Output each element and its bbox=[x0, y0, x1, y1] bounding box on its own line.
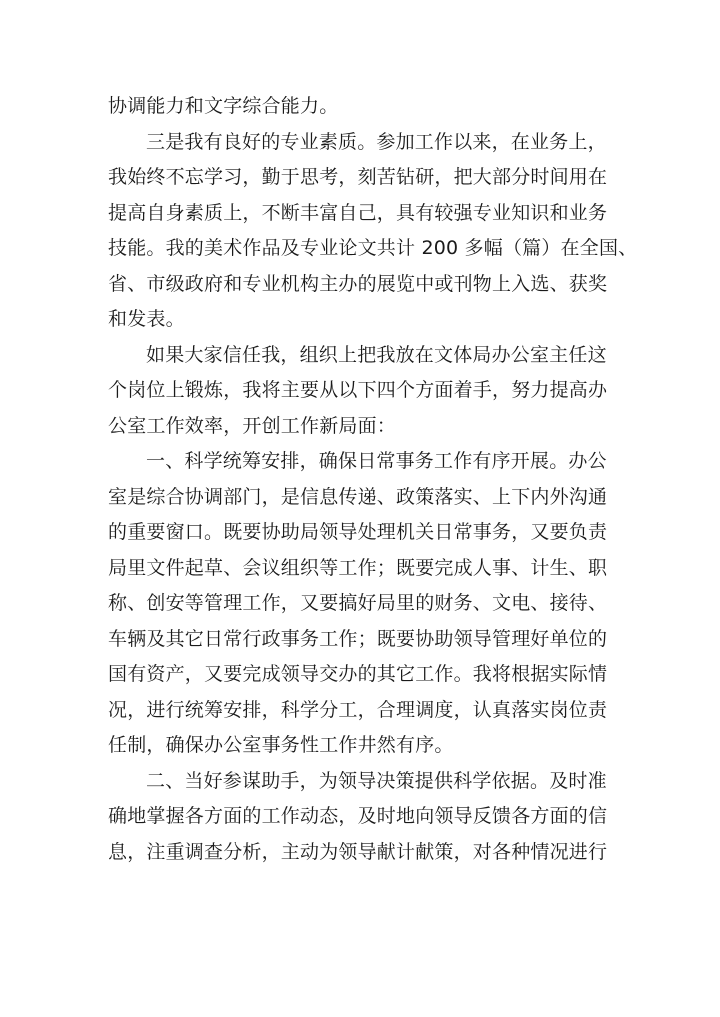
text-line: 况，进行统筹安排，科学分工，合理调度，认真落实岗位责 bbox=[108, 698, 608, 721]
text-line: 室是综合协调部门，是信息传递、政策落实、上下内外沟通 bbox=[108, 485, 608, 508]
text-line: 三是我有良好的专业素质。参加工作以来，在业务上， bbox=[146, 130, 607, 153]
text-line: 提高自身素质上，不断丰富自己，具有较强专业知识和业务 bbox=[108, 201, 608, 224]
text-line: 省、市级政府和专业机构主办的展览中或刊物上入选、获奖 bbox=[108, 272, 608, 295]
text-line: 二、当好参谋助手，为领导决策提供科学依据。及时准 bbox=[146, 769, 607, 792]
text-line: 协调能力和文字综合能力。 bbox=[108, 95, 339, 117]
text-line: 的重要窗口。既要协助局领导处理机关日常事务，又要负责 bbox=[108, 521, 608, 543]
text-line: 任制，确保办公室事务性工作井然有序。 bbox=[108, 734, 454, 756]
text-line: 确地掌握各方面的工作动态，及时地向领导反馈各方面的信 bbox=[108, 805, 608, 827]
text-line: 称、创安等管理工作，又要搞好局里的财务、文电、接待、 bbox=[108, 592, 608, 614]
text-line: 和发表。 bbox=[108, 308, 185, 330]
text-line: 国有资产，又要完成领导交办的其它工作。我将根据实际情 bbox=[108, 663, 608, 685]
text-line: 如果大家信任我，组织上把我放在文体局办公室主任这 bbox=[146, 343, 607, 366]
text-line: 一、科学统筹安排，确保日常事务工作有序开展。办公 bbox=[146, 450, 607, 472]
text-line: 公室工作效率，开创工作新局面： bbox=[108, 414, 397, 437]
text-line: 个岗位上锻炼，我将主要从以下四个方面着手，努力提高办 bbox=[108, 379, 608, 401]
text-line: 局里文件起草、会议组织等工作；既要完成人事、计生、职 bbox=[108, 556, 608, 579]
text-line: 息，注重调查分析，主动为领导献计献策，对各种情况进行 bbox=[108, 840, 608, 863]
text-line: 技能。我的美术作品及专业论文共计 200 多幅（篇）在全国、 bbox=[108, 237, 638, 259]
text-line: 我始终不忘学习，勤于思考，刻苦钻研，把大部分时间用在 bbox=[108, 166, 608, 188]
document-page bbox=[108, 89, 638, 870]
text-line: 车辆及其它日常行政事务工作；既要协助领导管理好单位的 bbox=[108, 627, 608, 650]
